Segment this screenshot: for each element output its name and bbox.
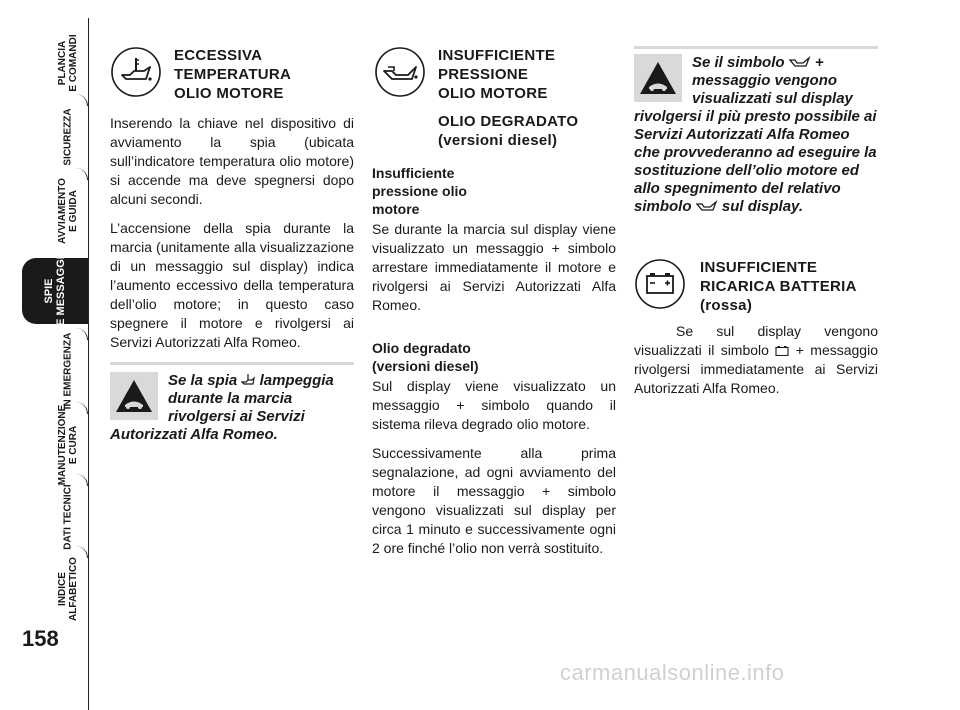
battery-symbol-icon — [775, 345, 789, 356]
oil-temperature-icon — [110, 46, 162, 98]
tab-avviamento-e-guida[interactable]: AVVIAMENTO E GUIDA — [48, 178, 88, 244]
heading-olio-degradato: OLIO DEGRADATO (versioni diesel) — [438, 113, 579, 149]
tab-dati-tecnici[interactable]: DATI TECNICI — [48, 484, 88, 550]
paragraph: Inserendo la chiave nel dispositivo di avviamento la spia (ubicata sull’indicatore temperatura olio motore) si accende ma deve spegnersi dopo alcuni secondi. — [110, 115, 354, 207]
paragraph: Sul display viene visualizzato un messaggio + simbolo quando il sistema rileva degrado olio motore. — [372, 378, 616, 432]
tab-plancia-e-comandi[interactable]: PLANCIA E COMANDI — [57, 34, 79, 92]
subheading: Insufficiente pressione olio motore — [372, 165, 467, 217]
paragraph: Successivamente alla prima segnalazione, ad ogni avviamento del motore il messaggio + simbolo vengono visualizzati sul display per circa 1 minuto e successivamente ogni 2 ore finché l’olio non verrà sostituito. — [372, 445, 616, 556]
heading-insufficiente-pressione: INSUFFICIENTE PRESSIONE OLIO MOTORE — [438, 47, 556, 102]
column-2 — [372, 158, 616, 568]
warning-rule — [634, 46, 878, 49]
battery-icon — [634, 258, 686, 310]
warning-text-col3: Se il simbolo + messaggio vengono visualizzati sul display rivolgersi il più presto possibile ai Servizi Autorizzati Alfa Romeo che provvederanno ad eseguire la sostituzione dell’olio motore ed allo spegnimento del relativo simbolo sul display. — [634, 54, 877, 215]
tab-manutenzione-e-cura[interactable]: MANUTENZIONE E CURA — [48, 412, 88, 478]
tab-in-emergenza[interactable]: IN EMERGENZA — [48, 338, 88, 404]
tab-spie-e-messaggi[interactable]: SPIE E MESSAGGI — [22, 258, 88, 324]
oil-can-symbol-icon — [696, 200, 718, 212]
oil-temp-symbol-icon — [241, 373, 255, 386]
index-rail — [88, 18, 89, 710]
paragraph: Se durante la marcia sul display viene visualizzato un messaggio + simbolo arrestare immediatamente il motore e rivolgersi ai Servizi Autorizzati Alfa Romeo. — [372, 221, 616, 313]
heading-insufficiente-ricarica: INSUFFICIENTE RICARICA BATTERIA (rossa) — [700, 259, 857, 314]
watermark: carmanualsonline.info — [560, 660, 785, 685]
heading-eccessiva-temperatura: ECCESSIVA TEMPERATURA OLIO MOTORE — [174, 47, 292, 102]
column-1 — [110, 114, 354, 362]
tab-indice-alfabetico[interactable]: INDICE ALFABETICO — [48, 556, 88, 622]
tab-sicurezza[interactable]: SICUREZZA — [48, 104, 88, 170]
page-number: 158 — [22, 626, 59, 651]
column-3 — [634, 322, 878, 408]
paragraph: Se sul display vengono visualizzati il simbolo + messaggio rivolgersi immediatamente ai Servizi Autorizzati Alfa Romeo. — [634, 323, 878, 396]
warning-rule — [110, 362, 354, 365]
oil-can-symbol-icon — [789, 56, 811, 68]
subheading: Olio degradato (versioni diesel) — [372, 340, 479, 374]
thumb-index — [0, 0, 100, 692]
paragraph: L’accensione della spia durante la marcia (unitamente alla visualizzazione di un messaggio sul display) indica l’aumento eccessivo della temperatura dell’olio motore; in questo caso spegnere il motore e rivolgersi ai Servizi Autorizzati Alfa Romeo. — [110, 220, 354, 350]
oil-pressure-icon — [374, 46, 426, 98]
warning-text-col1: Se la spia lampeggia durante la marcia rivolgersi ai Servizi Autorizzati Alfa Romeo. — [110, 372, 334, 443]
